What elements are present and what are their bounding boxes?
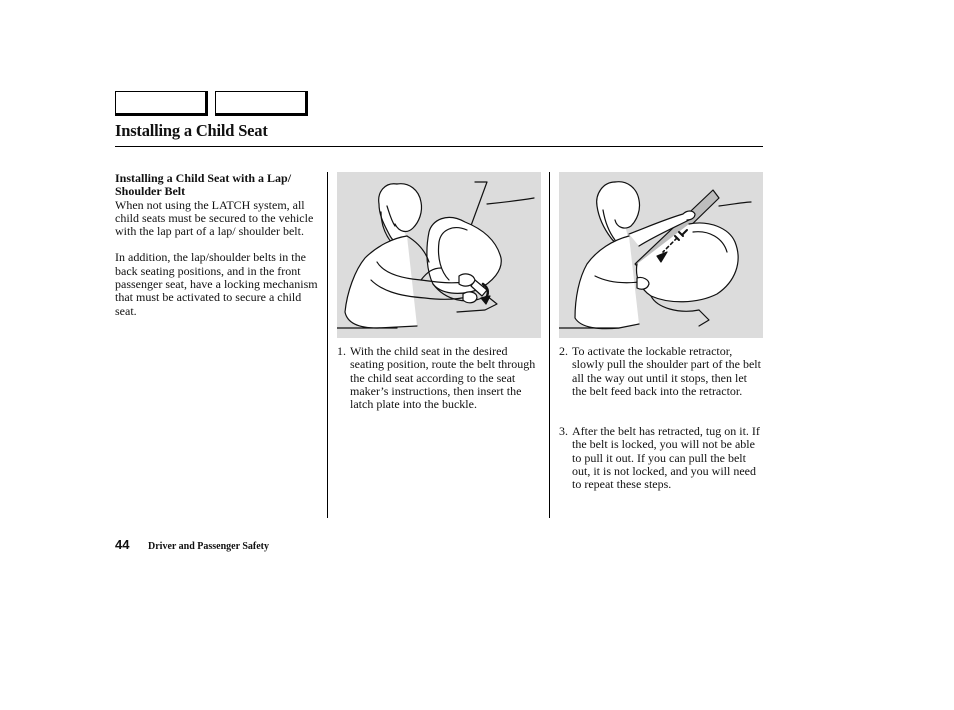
step-1-text: With the child seat in the desired seating position, route the belt through the child seat according to the seat maker’s instructions, then insert the latch plate into the buckle. (350, 344, 536, 412)
woman-pulling-shoulder-belt-illustration (559, 172, 763, 338)
intro-column (115, 172, 320, 331)
page-number: 44 (115, 537, 130, 552)
step-3 (559, 425, 764, 491)
column-divider-2 (549, 172, 550, 518)
step-1 (337, 345, 542, 411)
section-tab-1 (115, 91, 208, 116)
step-2-number: 2. (559, 344, 568, 358)
section-tab-2 (215, 91, 308, 116)
column-divider-1 (327, 172, 328, 518)
step-3-text: After the belt has retracted, tug on it. If the belt is locked, you will not be able to pull it out. If you can pull the belt out, it is not locked, and you will need to repeat these steps. (572, 424, 760, 492)
section-subheading: Installing a Child Seat with a Lap/ Shoulder Belt (115, 171, 292, 199)
step-2 (559, 345, 764, 398)
footer-section-title: Driver and Passenger Safety (148, 541, 270, 552)
step-3-number: 3. (559, 424, 568, 438)
page-title: Installing a Child Seat (115, 121, 268, 140)
step-2-text: To activate the lockable retractor, slowly pull the shoulder part of the belt all the way out until it stops, then let the belt feed back into the retractor. (572, 344, 761, 398)
intro-paragraph-2: In addition, the lap/shoulder belts in the back seating positions, and in the front passenger seat, have a locking mechanism that must be activated to secure a child seat. (115, 250, 318, 318)
woman-buckling-child-seat-illustration (337, 172, 541, 338)
title-rule (115, 146, 763, 147)
step-1-number: 1. (337, 344, 346, 358)
intro-paragraph-1: When not using the LATCH system, all child seats must be secured to the vehicle with the lap part of a lap/ shoulder belt. (115, 197, 314, 239)
